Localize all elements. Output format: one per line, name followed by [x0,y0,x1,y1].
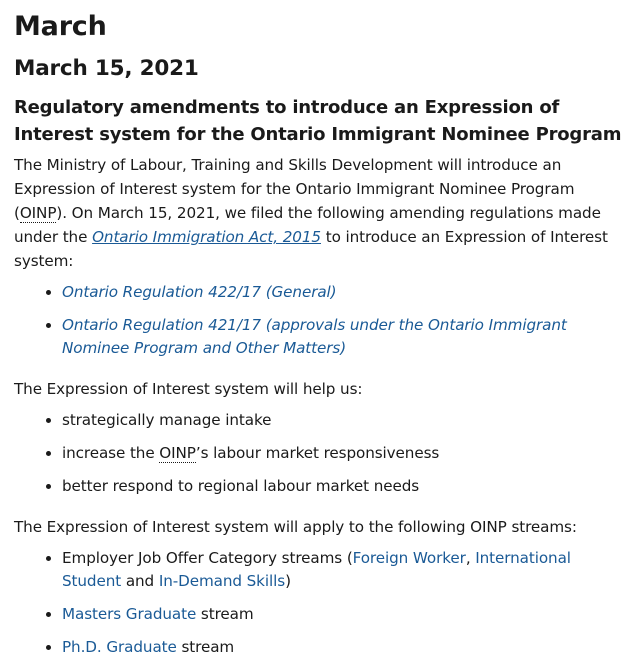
list-item: • Employer Job Offer Category streams (Foreign Worker, International Student and In-Demand Skills) [62,547,626,593]
help-intro: The Expression of Interest system will help us: [14,380,363,398]
list-item: • better respond to regional labour market needs [62,475,626,498]
international-student-link[interactable]: International Student [62,549,571,590]
article-title: Regulatory amendments to introduce an Expression of Interest system for the Ontario Immigrant Nominee Program [14,97,622,145]
month-heading: March [14,11,107,42]
list-item: • Masters Graduate stream [62,603,626,626]
regulations-list [14,281,626,360]
streams-intro: The Expression of Interest system will apply to the following OINP streams: [14,518,577,536]
regulation-422-17-link[interactable]: Ontario Regulation 422/17 (General) [62,283,337,301]
ontario-immigration-act-link[interactable]: Ontario Immigration Act, 2015 [92,228,321,246]
help-list [14,409,626,498]
masters-graduate-link[interactable]: Masters Graduate [62,605,197,623]
regulation-421-17-link[interactable]: Ontario Regulation 421/17 (approvals under the Ontario Immigrant Nominee Program and Other Matters) [62,316,567,357]
in-demand-skills-link[interactable]: In-Demand Skills [158,572,286,590]
list-item [62,314,626,360]
list-item: • increase the OINP’s labour market responsiveness [62,442,626,465]
foreign-worker-link[interactable]: Foreign Worker [352,549,466,567]
intro-text-3: to introduce an Expression of Interest system: [14,228,608,270]
oinp-abbreviation[interactable]: OINP [19,204,57,222]
list-item: • strategically manage intake [62,409,626,432]
phd-graduate-link[interactable]: Ph.D. Graduate [62,638,177,656]
streams-list [14,547,626,659]
list-item [62,281,626,304]
list-item: • Ph.D. Graduate stream [62,636,626,659]
date-heading: March 15, 2021 [14,56,199,81]
intro-text-1: The Ministry of Labour, Training and Skills Development will introduce an Expression of Interest system for the Ontario Immigrant Nominee Program ( [14,156,575,222]
intro-text-2: ). On March 15, 2021, we filed the following amending regulations made under the [14,204,601,246]
intro-paragraph [14,153,626,273]
oinp-abbreviation[interactable]: OINP [159,444,196,462]
